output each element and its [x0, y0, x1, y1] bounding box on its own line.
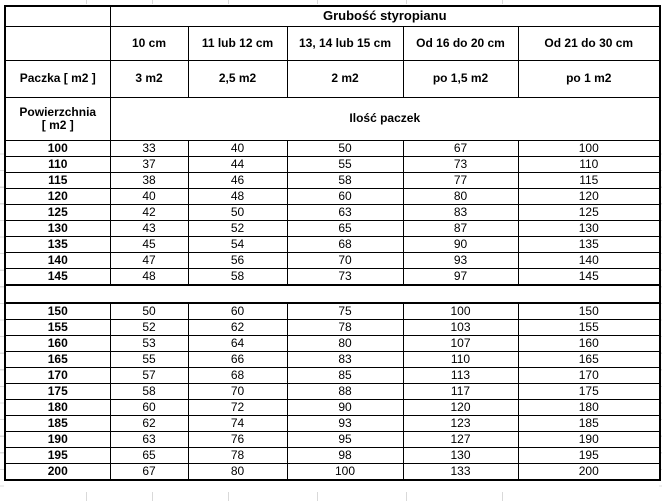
value-cell: 120 — [403, 400, 518, 416]
value-cell: 64 — [188, 336, 287, 352]
gridline-stub — [86, 492, 87, 501]
value-cell: 130 — [403, 448, 518, 464]
package-size-row — [5, 61, 660, 98]
value-cell: 185 — [518, 416, 660, 432]
value-cell: 43 — [110, 221, 188, 237]
value-cell: 42 — [110, 205, 188, 221]
value-cell: 165 — [518, 352, 660, 368]
value-cell: 53 — [110, 336, 188, 352]
package-row-label: Paczka [ m2 ] — [5, 61, 110, 98]
value-cell: 155 — [518, 320, 660, 336]
package-size-cell: 2,5 m2 — [188, 61, 287, 98]
package-size-cell: po 1,5 m2 — [403, 61, 518, 98]
gridline-stub — [228, 492, 229, 501]
value-cell: 77 — [403, 173, 518, 189]
area-cell: 165 — [5, 352, 110, 368]
count-header-row — [5, 98, 660, 141]
value-cell: 93 — [403, 253, 518, 269]
area-cell: 180 — [5, 400, 110, 416]
value-cell: 70 — [188, 384, 287, 400]
value-cell: 100 — [403, 303, 518, 320]
area-cell: 170 — [5, 368, 110, 384]
value-cell: 67 — [110, 464, 188, 481]
gridline-stub — [317, 0, 318, 4]
value-cell: 125 — [518, 205, 660, 221]
value-cell: 75 — [287, 303, 403, 320]
value-cell: 98 — [287, 448, 403, 464]
table-row — [5, 400, 660, 416]
value-cell: 65 — [287, 221, 403, 237]
table-title: Grubość styropianu — [110, 6, 660, 27]
value-cell: 52 — [188, 221, 287, 237]
table-row — [5, 368, 660, 384]
value-cell: 74 — [188, 416, 287, 432]
gridline-stub — [152, 492, 153, 501]
value-cell: 62 — [188, 320, 287, 336]
table-row — [5, 157, 660, 173]
separator-row — [5, 285, 660, 303]
value-cell: 63 — [110, 432, 188, 448]
area-cell: 130 — [5, 221, 110, 237]
value-cell: 48 — [188, 189, 287, 205]
corner-cell — [5, 27, 110, 61]
table-row — [5, 336, 660, 352]
title-row — [5, 6, 660, 27]
area-cell: 145 — [5, 269, 110, 286]
value-cell: 115 — [518, 173, 660, 189]
table-row — [5, 303, 660, 320]
value-cell: 66 — [188, 352, 287, 368]
value-cell: 50 — [110, 303, 188, 320]
package-size-cell: 3 m2 — [110, 61, 188, 98]
table-row — [5, 384, 660, 400]
area-cell: 185 — [5, 416, 110, 432]
separator-cell — [5, 285, 660, 303]
value-cell: 175 — [518, 384, 660, 400]
value-cell: 68 — [287, 237, 403, 253]
table-row — [5, 269, 660, 286]
area-cell: 135 — [5, 237, 110, 253]
value-cell: 123 — [403, 416, 518, 432]
value-cell: 113 — [403, 368, 518, 384]
value-cell: 135 — [518, 237, 660, 253]
corner-cell — [5, 6, 110, 27]
value-cell: 55 — [287, 157, 403, 173]
area-cell: 160 — [5, 336, 110, 352]
value-cell: 70 — [287, 253, 403, 269]
value-cell: 60 — [110, 400, 188, 416]
area-cell: 110 — [5, 157, 110, 173]
value-cell: 100 — [518, 141, 660, 157]
gridline-stub — [502, 0, 503, 4]
table-row — [5, 416, 660, 432]
value-cell: 93 — [287, 416, 403, 432]
table-row — [5, 237, 660, 253]
value-cell: 127 — [403, 432, 518, 448]
value-cell: 33 — [110, 141, 188, 157]
value-cell: 63 — [287, 205, 403, 221]
value-cell: 73 — [287, 269, 403, 286]
area-cell: 195 — [5, 448, 110, 464]
value-cell: 58 — [110, 384, 188, 400]
value-cell: 78 — [287, 320, 403, 336]
table-row — [5, 189, 660, 205]
thickness-header-cell: 13, 14 lub 15 cm — [287, 27, 403, 61]
table-row — [5, 253, 660, 269]
value-cell: 57 — [110, 368, 188, 384]
value-cell: 55 — [110, 352, 188, 368]
value-cell: 40 — [110, 189, 188, 205]
value-cell: 85 — [287, 368, 403, 384]
value-cell: 48 — [110, 269, 188, 286]
area-cell: 115 — [5, 173, 110, 189]
area-cell: 175 — [5, 384, 110, 400]
value-cell: 117 — [403, 384, 518, 400]
gridline-stub — [317, 492, 318, 501]
value-cell: 40 — [188, 141, 287, 157]
area-label-text: Powierzchnia — [19, 104, 97, 119]
thickness-header-row — [5, 27, 660, 61]
thickness-header-cell: 10 cm — [110, 27, 188, 61]
value-cell: 54 — [188, 237, 287, 253]
value-cell: 50 — [287, 141, 403, 157]
value-cell: 44 — [188, 157, 287, 173]
gridline-stub — [86, 0, 87, 4]
value-cell: 76 — [188, 432, 287, 448]
value-cell: 97 — [403, 269, 518, 286]
value-cell: 60 — [188, 303, 287, 320]
area-row-label — [5, 98, 110, 141]
value-cell: 60 — [287, 189, 403, 205]
value-cell: 133 — [403, 464, 518, 481]
thickness-header-cell: Od 16 do 20 cm — [403, 27, 518, 61]
value-cell: 200 — [518, 464, 660, 481]
value-cell: 160 — [518, 336, 660, 352]
value-cell: 120 — [518, 189, 660, 205]
value-cell: 170 — [518, 368, 660, 384]
value-cell: 38 — [110, 173, 188, 189]
packages-count-label: Ilość paczek — [110, 98, 660, 141]
value-cell: 87 — [403, 221, 518, 237]
value-cell: 62 — [110, 416, 188, 432]
value-cell: 180 — [518, 400, 660, 416]
value-cell: 52 — [110, 320, 188, 336]
styrofoam-thickness-table — [4, 5, 661, 481]
value-cell: 90 — [287, 400, 403, 416]
value-cell: 45 — [110, 237, 188, 253]
value-cell: 100 — [287, 464, 403, 481]
value-cell: 107 — [403, 336, 518, 352]
value-cell: 37 — [110, 157, 188, 173]
value-cell: 130 — [518, 221, 660, 237]
table-row — [5, 221, 660, 237]
gridline-stub — [152, 0, 153, 4]
value-cell: 65 — [110, 448, 188, 464]
table-row — [5, 448, 660, 464]
value-cell: 140 — [518, 253, 660, 269]
package-size-cell: po 1 m2 — [518, 61, 660, 98]
value-cell: 80 — [188, 464, 287, 481]
area-cell: 190 — [5, 432, 110, 448]
value-cell: 145 — [518, 269, 660, 286]
table-row — [5, 464, 660, 481]
value-cell: 80 — [287, 336, 403, 352]
value-cell: 58 — [287, 173, 403, 189]
value-cell: 80 — [403, 189, 518, 205]
area-cell: 140 — [5, 253, 110, 269]
table-row — [5, 320, 660, 336]
gridline-stub — [502, 492, 503, 501]
value-cell: 58 — [188, 269, 287, 286]
value-cell: 195 — [518, 448, 660, 464]
value-cell: 83 — [287, 352, 403, 368]
value-cell: 73 — [403, 157, 518, 173]
value-cell: 68 — [188, 368, 287, 384]
table-row — [5, 173, 660, 189]
area-unit-text: [ m2 ] — [41, 118, 74, 132]
value-cell: 47 — [110, 253, 188, 269]
value-cell: 95 — [287, 432, 403, 448]
value-cell: 72 — [188, 400, 287, 416]
thickness-header-cell: Od 21 do 30 cm — [518, 27, 660, 61]
value-cell: 56 — [188, 253, 287, 269]
area-cell: 155 — [5, 320, 110, 336]
value-cell: 88 — [287, 384, 403, 400]
area-cell: 200 — [5, 464, 110, 481]
value-cell: 90 — [403, 237, 518, 253]
area-cell: 125 — [5, 205, 110, 221]
table-row — [5, 432, 660, 448]
value-cell: 110 — [403, 352, 518, 368]
value-cell: 67 — [403, 141, 518, 157]
gridline-stub — [228, 0, 229, 4]
table-row — [5, 141, 660, 157]
value-cell: 190 — [518, 432, 660, 448]
package-size-cell: 2 m2 — [287, 61, 403, 98]
thickness-header-cell: 11 lub 12 cm — [188, 27, 287, 61]
gridline-stub — [406, 492, 407, 501]
value-cell: 46 — [188, 173, 287, 189]
value-cell: 150 — [518, 303, 660, 320]
gridline-stub — [406, 0, 407, 4]
table-row — [5, 352, 660, 368]
value-cell: 50 — [188, 205, 287, 221]
value-cell: 110 — [518, 157, 660, 173]
area-cell: 100 — [5, 141, 110, 157]
area-cell: 120 — [5, 189, 110, 205]
area-cell: 150 — [5, 303, 110, 320]
value-cell: 103 — [403, 320, 518, 336]
table-row — [5, 205, 660, 221]
value-cell: 78 — [188, 448, 287, 464]
value-cell: 83 — [403, 205, 518, 221]
